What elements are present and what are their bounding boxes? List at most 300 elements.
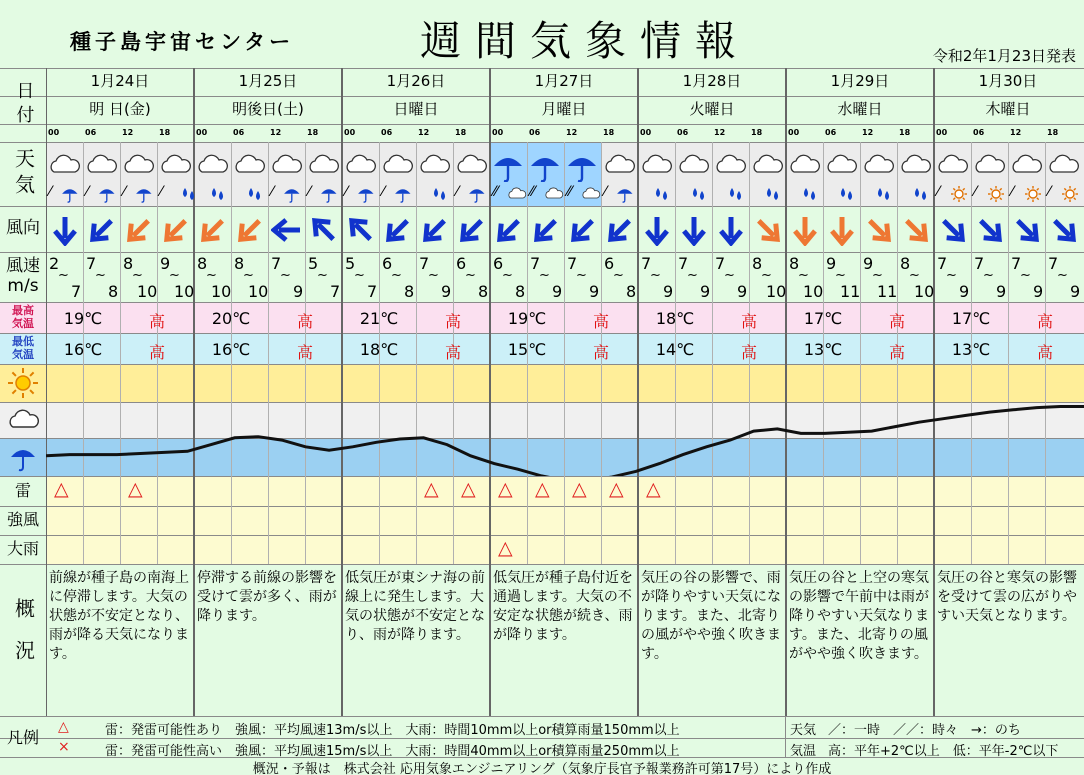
cloud-icon [196, 152, 228, 182]
max-temp: 17℃ [803, 309, 843, 328]
grid-hline [0, 142, 1084, 143]
max-temp: 17℃ [951, 309, 991, 328]
wind-speed-max: 10 [211, 282, 232, 301]
thunder-mark: △ [535, 478, 550, 500]
wind-speed-min: 5 [345, 254, 356, 273]
heavy-rain-mark: △ [498, 537, 513, 559]
label-max-temp: 最高気温 [12, 303, 34, 330]
label-min-temp: 最低気温 [12, 334, 34, 361]
hour-tick: 18 [455, 128, 467, 137]
label-date: 日付 [13, 81, 35, 129]
wind-speed-tilde: ~ [835, 268, 846, 283]
wind-arrow-icon [345, 214, 377, 246]
hour-tick: 12 [270, 128, 282, 137]
hour-tick: 06 [973, 128, 985, 137]
wind-arrow-icon [419, 214, 451, 246]
sometimes-mark: ⁄ [937, 184, 940, 200]
summary-text: 低気圧が東シナ海の前線上に発生します。大気の状態が不安定となり、雨が降ります。 [345, 570, 485, 643]
sun-icon [1062, 186, 1078, 202]
legend-temp-text: 高：平年+2℃以上 低：平年-2℃以下 [828, 744, 1059, 759]
wind-speed-min: 7 [715, 254, 726, 273]
min-temp: 16℃ [63, 340, 103, 359]
summary-text: 前線が種子島の南海上に停滞します。大気の状態が不安定となり、雨が降る天気になります。 [49, 570, 189, 662]
label-strong-wind: 強風 [6, 510, 39, 530]
wind-speed-max: 8 [626, 282, 637, 301]
min-temp-high-mark: 高 [1036, 343, 1053, 362]
wind-speed-min: 7 [678, 254, 689, 273]
grid-hline [0, 738, 1084, 739]
raindrop-icon [727, 186, 745, 202]
sometimes-mark: ⁄ [123, 184, 126, 200]
wind-speed-max: 10 [766, 282, 787, 301]
grid-hline [0, 716, 1084, 717]
day-weekday: 水曜日 [837, 100, 883, 118]
grid-hline [0, 476, 1084, 477]
max-temp-high-mark: 高 [296, 312, 313, 331]
wind-speed-max: 7 [330, 282, 341, 301]
hour-tick: 18 [307, 128, 319, 137]
legend-row-1: 雷：発雷可能性あり 強風：平均風速13m/s以上 大雨：時間10mm以上or積算雨量150mm以上 [105, 723, 680, 738]
hour-tick: 18 [899, 128, 911, 137]
hour-tick: 06 [85, 128, 97, 137]
wind-speed-min: 8 [900, 254, 911, 273]
legend-weather-text: ／：一時 ／／：時々 →：のち [828, 723, 1021, 738]
wind-speed-min: 8 [234, 254, 245, 273]
sun-icon [988, 186, 1004, 202]
min-temp: 13℃ [951, 340, 991, 359]
label-heavy-rain: 大雨 [6, 539, 39, 559]
wind-speed-max: 9 [959, 282, 970, 301]
legend-cross: × [58, 739, 70, 755]
wind-speed-min: 7 [530, 254, 541, 273]
cloud-icon [233, 152, 265, 182]
hour-tick: 06 [233, 128, 245, 137]
max-temp-high-mark: 高 [148, 312, 165, 331]
min-temp: 14℃ [655, 340, 695, 359]
umbrella-icon [8, 443, 38, 473]
grid-hline [0, 124, 1084, 125]
wind-speed-min: 8 [123, 254, 134, 273]
sometimes-mark: ⁄ [1011, 184, 1014, 200]
hour-tick: 12 [418, 128, 430, 137]
wind-speed-max: 11 [877, 282, 898, 301]
wind-speed-tilde: ~ [872, 268, 883, 283]
wind-speed-max: 9 [1033, 282, 1044, 301]
wind-speed-tilde: ~ [391, 268, 402, 283]
day-date: 1月25日 [238, 72, 298, 90]
hour-tick: 12 [566, 128, 578, 137]
sometimes-mark: ⁄ [604, 184, 607, 200]
wind-speed-max: 11 [840, 282, 861, 301]
min-temp-high-mark: 高 [592, 343, 609, 362]
wind-speed-max: 10 [248, 282, 269, 301]
hour-tick: 12 [1010, 128, 1022, 137]
raindrop-icon [209, 186, 227, 202]
wind-arrow-icon [234, 214, 266, 246]
thunder-mark: △ [572, 478, 587, 500]
grid-hline [0, 252, 1084, 253]
wind-speed-tilde: ~ [317, 268, 328, 283]
cloud-icon [677, 152, 709, 182]
umbrella-icon [283, 186, 301, 204]
heavy-row-bg [46, 535, 1084, 564]
umbrella-icon [566, 152, 598, 182]
summary-text: 気圧の谷と上空の寒気の影響で午前中は雨が降りやすい天気なります。また、北寄りの風がやや強く吹きます。 [789, 570, 929, 662]
summary-text: 気圧の谷の影響で、雨が降りやすい天気になります。また、北寄りの風がやや強く吹きます。 [641, 570, 781, 662]
wind-speed-tilde: ~ [761, 268, 772, 283]
wind-speed-min: 5 [308, 254, 319, 273]
wind-speed-tilde: ~ [243, 268, 254, 283]
wind-arrow-icon [271, 214, 303, 246]
wind-arrow-icon [937, 214, 969, 246]
wind-speed-max: 10 [803, 282, 824, 301]
wind-arrow-icon [86, 214, 118, 246]
strong-row-bg [46, 506, 1084, 535]
wind-speed-tilde: ~ [539, 268, 550, 283]
legend-row-2: 雷：発雷可能性高い 強風：平均風速15m/s以上 大雨：時間40mm以上or積算雨量250mm以上 [105, 744, 680, 759]
max-temp: 21℃ [359, 309, 399, 328]
sometimes-mark: ⁄ [974, 184, 977, 200]
max-temp-high-mark: 高 [444, 312, 461, 331]
sometimes-mark: ⁄ [382, 184, 385, 200]
min-temp: 16℃ [211, 340, 251, 359]
hour-tick: 18 [1047, 128, 1059, 137]
wind-speed-min: 8 [197, 254, 208, 273]
cloud-icon [714, 152, 746, 182]
wind-speed-tilde: ~ [95, 268, 106, 283]
hour-tick: 12 [714, 128, 726, 137]
grid-hline [0, 564, 1084, 565]
cloud-icon [507, 186, 529, 204]
wind-speed-max: 10 [137, 282, 158, 301]
day-weekday: 日曜日 [393, 100, 439, 118]
day-date: 1月28日 [682, 72, 742, 90]
min-temp: 18℃ [359, 340, 399, 359]
legend-divider [785, 716, 786, 757]
raindrop-icon [431, 186, 449, 202]
wind-arrow-icon [789, 214, 821, 246]
wind-speed-min: 6 [493, 254, 504, 273]
page-title: 週間気象情報 [420, 17, 750, 65]
wind-speed-min: 6 [382, 254, 393, 273]
wind-speed-max: 8 [515, 282, 526, 301]
thunder-row-bg [46, 476, 1084, 506]
wind-speed-tilde: ~ [354, 268, 365, 283]
grid-hline [0, 302, 1084, 303]
wind-arrow-icon [1011, 214, 1043, 246]
cloud-icon [825, 152, 857, 182]
day-weekday: 明 日(金) [89, 100, 151, 118]
hour-tick: 00 [788, 128, 800, 137]
hour-tick: 18 [603, 128, 615, 137]
wind-speed-max: 8 [404, 282, 415, 301]
label-wind-speed [0, 252, 46, 302]
raindrop-icon [838, 186, 856, 202]
wind-speed-min: 7 [271, 254, 282, 273]
wind-speed-max: 9 [996, 282, 1007, 301]
thunder-mark: △ [424, 478, 439, 500]
grid-hline [0, 68, 1084, 69]
wind-speed-max: 9 [700, 282, 711, 301]
wind-arrow-icon [123, 214, 155, 246]
label-thunder: 雷 [14, 480, 31, 500]
wind-speed-max: 9 [441, 282, 452, 301]
wind-speed-max: 9 [1070, 282, 1081, 301]
max-temp-high-mark: 高 [888, 312, 905, 331]
sometimes-mark: ⁄ [345, 184, 348, 200]
sometimes-mark: ⁄ [271, 184, 274, 200]
wind-speed-min: 2 [49, 254, 60, 273]
hour-tick: 12 [122, 128, 134, 137]
raindrop-icon [875, 186, 893, 202]
hour-tick: 18 [751, 128, 763, 137]
cloud-icon [936, 152, 968, 182]
raindrop-icon [690, 186, 708, 202]
wind-speed-min: 7 [1011, 254, 1022, 273]
weather-trend-line [46, 364, 1084, 476]
organization-name: 種子島宇宙センター [70, 30, 295, 54]
wind-speed-tilde: ~ [798, 268, 809, 283]
umbrella-icon [357, 186, 375, 204]
hour-tick: 00 [936, 128, 948, 137]
wind-speed-min: 6 [456, 254, 467, 273]
max-temp-high-mark: 高 [740, 312, 757, 331]
wind-speed-tilde: ~ [58, 268, 69, 283]
wind-speed-tilde: ~ [687, 268, 698, 283]
min-temp-high-mark: 高 [740, 343, 757, 362]
hour-tick: 12 [862, 128, 874, 137]
min-temp: 13℃ [803, 340, 843, 359]
wind-speed-tilde: ~ [502, 268, 513, 283]
wind-speed-max: 8 [108, 282, 119, 301]
label-legend: 凡例 [6, 728, 39, 747]
umbrella-icon [616, 186, 634, 204]
umbrella-icon [468, 186, 486, 204]
umbrella-icon [61, 186, 79, 204]
wind-arrow-icon [826, 214, 858, 246]
max-temp: 18℃ [655, 309, 695, 328]
wind-speed-min: 9 [826, 254, 837, 273]
wind-speed-max: 9 [737, 282, 748, 301]
wind-arrow-icon [604, 214, 636, 246]
thunder-mark: △ [498, 478, 513, 500]
max-temp: 19℃ [507, 309, 547, 328]
min-temp-high-mark: 高 [148, 343, 165, 362]
wind-speed-tilde: ~ [909, 268, 920, 283]
wind-arrow-icon [974, 214, 1006, 246]
umbrella-icon [394, 186, 412, 204]
cloud-icon [751, 152, 783, 182]
wind-speed-tilde: ~ [613, 268, 624, 283]
hour-tick: 00 [492, 128, 504, 137]
wind-speed-tilde: ~ [428, 268, 439, 283]
wind-arrow-icon [900, 214, 932, 246]
wind-speed-min: 8 [752, 254, 763, 273]
wind-arrow-icon [863, 214, 895, 246]
sometimes-mark: ⁄⁄ [530, 184, 535, 200]
wind-speed-max: 7 [367, 282, 378, 301]
umbrella-icon [492, 152, 524, 182]
wind-speed-tilde: ~ [576, 268, 587, 283]
hour-tick: 00 [344, 128, 356, 137]
cloud-icon [581, 186, 603, 204]
hour-tick: 18 [159, 128, 171, 137]
hour-tick: 00 [48, 128, 60, 137]
cloud-icon [640, 152, 672, 182]
wind-speed-min: 8 [789, 254, 800, 273]
wind-arrow-icon [160, 214, 192, 246]
cloud-icon [862, 152, 894, 182]
raindrop-icon [912, 186, 930, 202]
umbrella-icon [135, 186, 153, 204]
thunder-mark: △ [54, 478, 69, 500]
day-weekday: 木曜日 [985, 100, 1031, 118]
wind-speed-max: 9 [589, 282, 600, 301]
max-temp-high-mark: 高 [1036, 312, 1053, 331]
sun-icon [951, 186, 967, 202]
legend-weather-label: 天気 [790, 723, 817, 738]
cloud-icon [418, 152, 450, 182]
thunder-mark: △ [461, 478, 476, 500]
thunder-mark: △ [609, 478, 624, 500]
wind-speed-tilde: ~ [280, 268, 291, 283]
wind-arrow-icon [308, 214, 340, 246]
wind-speed-max: 9 [552, 282, 563, 301]
min-temp-high-mark: 高 [296, 343, 313, 362]
wind-speed-tilde: ~ [206, 268, 217, 283]
summary-text: 低気圧が種子島付近を通過します。大気の不安定な状態が続き、雨が降ります。 [493, 570, 633, 643]
min-temp-high-mark: 高 [444, 343, 461, 362]
cloud-icon [159, 152, 191, 182]
max-temp: 19℃ [63, 309, 103, 328]
cloud-icon [973, 152, 1005, 182]
wind-speed-min: 7 [974, 254, 985, 273]
raindrop-icon [653, 186, 671, 202]
wind-speed-max: 8 [478, 282, 489, 301]
wind-speed-max: 7 [71, 282, 82, 301]
wind-speed-tilde: ~ [1020, 268, 1031, 283]
cloud-icon [85, 152, 117, 182]
wind-arrow-icon [641, 214, 673, 246]
min-temp: 15℃ [507, 340, 547, 359]
grid-hline [0, 506, 1084, 507]
sometimes-mark: ⁄⁄ [567, 184, 572, 200]
cloud-icon [1047, 152, 1079, 182]
wind-speed-min: 7 [86, 254, 97, 273]
hour-tick: 06 [381, 128, 393, 137]
max-temp: 20℃ [211, 309, 251, 328]
wind-speed-max: 10 [174, 282, 195, 301]
wind-speed-min: 9 [160, 254, 171, 273]
wind-arrow-icon [530, 214, 562, 246]
summary-text: 停滞する前線の影響を受けて雲が多く、雨が降ります。 [197, 570, 337, 624]
umbrella-icon [98, 186, 116, 204]
wind-arrow-icon [715, 214, 747, 246]
cloud-icon [344, 152, 376, 182]
cloud-icon [788, 152, 820, 182]
sometimes-mark: ⁄ [86, 184, 89, 200]
wind-speed-min: 7 [641, 254, 652, 273]
sun-icon [6, 366, 40, 400]
legend-temp-label: 気温 [790, 744, 817, 759]
grid-hline [0, 535, 1084, 536]
cloud-icon [6, 407, 40, 433]
day-date: 1月30日 [978, 72, 1038, 90]
hour-tick: 06 [825, 128, 837, 137]
min-temp-high-mark: 高 [888, 343, 905, 362]
wind-speed-tilde: ~ [465, 268, 476, 283]
wind-arrow-icon [456, 214, 488, 246]
label-wind-speed-text: 風速 [6, 256, 40, 277]
cloud-icon [307, 152, 339, 182]
label-summary: 概況 [11, 598, 36, 682]
umbrella-icon [320, 186, 338, 204]
cloud-icon [381, 152, 413, 182]
wind-arrow-icon [49, 214, 81, 246]
wind-speed-tilde: ~ [946, 268, 957, 283]
wind-speed-tilde: ~ [169, 268, 180, 283]
max-temp-high-mark: 高 [592, 312, 609, 331]
day-weekday: 火曜日 [689, 100, 735, 118]
thunder-mark: △ [646, 478, 661, 500]
sometimes-mark: ⁄⁄ [493, 184, 498, 200]
wind-speed-min: 9 [863, 254, 874, 273]
wind-arrow-icon [678, 214, 710, 246]
day-date: 1月26日 [386, 72, 446, 90]
hour-tick: 00 [196, 128, 208, 137]
cloud-icon [122, 152, 154, 182]
wind-speed-min: 7 [1048, 254, 1059, 273]
raindrop-icon [246, 186, 264, 202]
sometimes-mark: ⁄ [49, 184, 52, 200]
raindrop-icon [180, 186, 198, 202]
sometimes-mark: ⁄ [160, 184, 163, 200]
day-date: 1月24日 [90, 72, 150, 90]
day-date: 1月27日 [534, 72, 594, 90]
summary-text: 気圧の谷と寒気の影響を受けて雲の広がりやすい天気となります。 [937, 570, 1077, 624]
hour-tick: 00 [640, 128, 652, 137]
issued-date: 令和2年1月23日発表 [932, 47, 1076, 65]
wind-arrow-icon [197, 214, 229, 246]
raindrop-icon [764, 186, 782, 202]
sun-icon [1025, 186, 1041, 202]
day-weekday: 月曜日 [541, 100, 587, 118]
wind-arrow-icon [382, 214, 414, 246]
wind-speed-min: 7 [419, 254, 430, 273]
raindrop-icon [801, 186, 819, 202]
wind-speed-max: 9 [663, 282, 674, 301]
hour-tick: 06 [529, 128, 541, 137]
wind-speed-min: 7 [937, 254, 948, 273]
hour-tick: 06 [677, 128, 689, 137]
wind-arrow-icon [567, 214, 599, 246]
wind-speed-min: 6 [604, 254, 615, 273]
cloud-icon [544, 186, 566, 204]
cloud-icon [48, 152, 80, 182]
wind-speed-tilde: ~ [1057, 268, 1068, 283]
wind-arrow-icon [493, 214, 525, 246]
grid-hline [0, 333, 1084, 334]
wind-speed-max: 10 [914, 282, 935, 301]
cloud-icon [270, 152, 302, 182]
label-weather: 天気 [11, 148, 36, 200]
day-date: 1月29日 [830, 72, 890, 90]
wind-speed-max: 9 [293, 282, 304, 301]
wind-speed-min: 7 [567, 254, 578, 273]
wind-speed-tilde: ~ [132, 268, 143, 283]
grid-hline [0, 206, 1084, 207]
footer-credit: 概況・予報は 株式会社 応用気象エンジニアリング（気象庁長官予報業務許可第17号）により作成 [252, 762, 832, 775]
